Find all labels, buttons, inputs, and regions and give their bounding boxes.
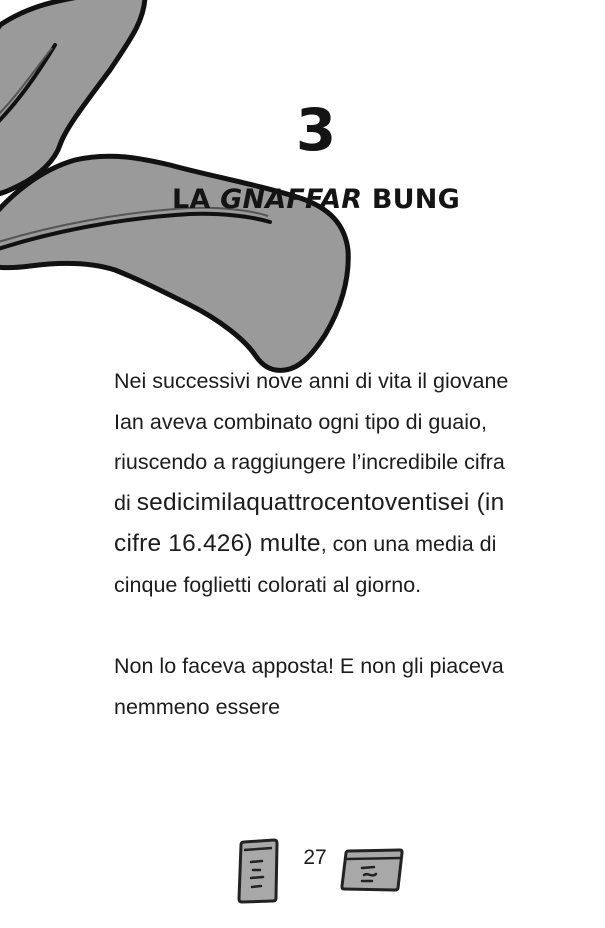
chapter-title-prefix: LA	[172, 184, 221, 215]
paragraph-2: Non lo faceva apposta! E non gli piaceva nemmeno essere	[114, 653, 504, 719]
chapter-title-suffix: BUNG	[362, 184, 460, 215]
page-number: 27	[303, 846, 327, 869]
paragraph-1-part-2: , con una media di cinque foglietti colorati al giorno.	[114, 531, 497, 597]
paragraph-1-part-1: Nei successivi nove anni di vita il giovane Ian aveva combinato ogni tipo di guaio, riuscendo a raggiungere l’incredibile cifra di	[114, 369, 509, 516]
chapter-number: 3	[295, 96, 337, 164]
body-text	[114, 361, 524, 727]
page-footer	[0, 836, 605, 906]
paragraph-1	[114, 361, 524, 605]
paragraph-1-emphasis: sedicimilaquattrocentoventisei (in cifre 16.426) multe	[114, 489, 505, 557]
chapter-title-italic: GNAFFAR	[220, 184, 363, 215]
ticket-icon	[340, 848, 404, 892]
chapter-title	[0, 180, 605, 220]
ticket-icon	[236, 836, 282, 906]
